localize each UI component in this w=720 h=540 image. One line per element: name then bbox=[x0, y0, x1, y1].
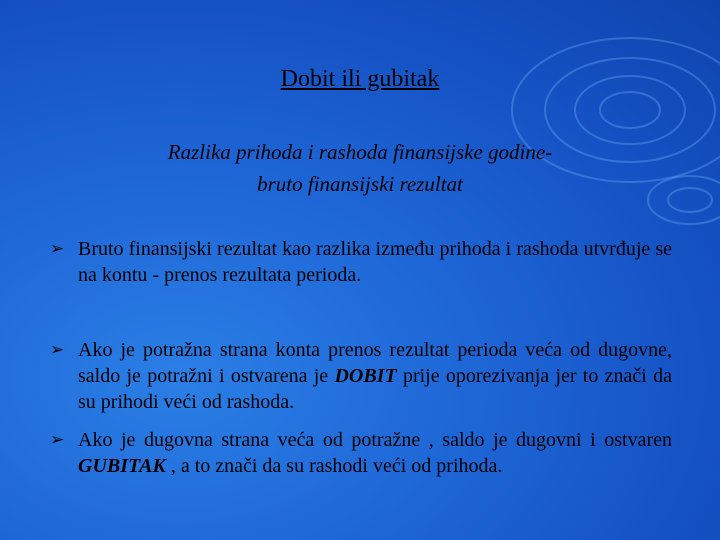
bullet-3-text-end: , a to znači da su rashodi veći od prihoda. bbox=[165, 455, 503, 477]
bullet-3-text-start: Ako je dugovna strana veća od potražne , saldo je dugovni i ostvaren bbox=[78, 429, 672, 451]
arrowhead-bullet-icon: ➢ bbox=[50, 340, 65, 359]
bullet-item-1 bbox=[50, 236, 672, 288]
bullet-text-2 bbox=[78, 337, 672, 415]
bullet-text-3 bbox=[78, 427, 672, 479]
arrowhead-bullet-icon: ➢ bbox=[50, 430, 65, 449]
dobit-keyword: DOBIT bbox=[334, 365, 397, 387]
arrowhead-bullet-icon: ➢ bbox=[50, 239, 65, 258]
gubitak-keyword: GUBITAK bbox=[78, 455, 166, 477]
subtitle-line-2: bruto finansijski rezultat bbox=[257, 172, 463, 196]
bullet-item-2 bbox=[50, 337, 672, 415]
bullet-2-text-end: prije oporezivanja jer to znači da su prihodi veći od rashoda. bbox=[78, 365, 672, 413]
subtitle-line-1: Razlika prihoda i rashoda finansijske godine- bbox=[167, 140, 553, 164]
bullet-text-1: Bruto finansijski rezultat kao razlika između prihoda i rashoda utvrđuje se na kontu - prenos rezultata perioda. bbox=[78, 238, 672, 286]
slide-subtitle bbox=[0, 136, 720, 200]
bullet-2-text-start: Ako je potražna strana konta prenos rezultat perioda veća od dugovne, saldo je potražni i ostvarena je bbox=[78, 339, 672, 387]
slide-title: Dobit ili gubitak bbox=[280, 66, 440, 92]
bullet-item-3 bbox=[50, 427, 672, 479]
